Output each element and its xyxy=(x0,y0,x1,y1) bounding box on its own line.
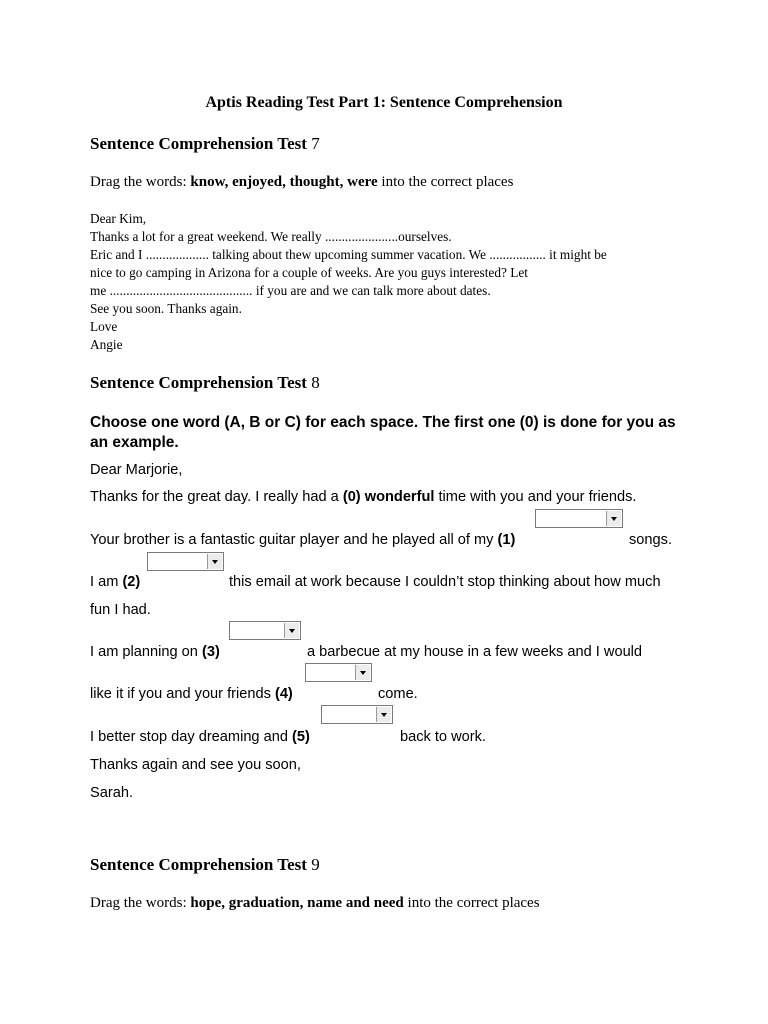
blank-number: (1) xyxy=(497,532,516,548)
document-title: Aptis Reading Test Part 1: Sentence Comprehension xyxy=(205,94,563,111)
text: Your brother is a fantastic guitar player and he played all of my xyxy=(90,532,498,548)
test8-line-4-end: come. xyxy=(378,686,418,702)
test9-instr-words: hope, graduation, name and need xyxy=(190,895,404,911)
test7-letter xyxy=(90,210,607,354)
chevron-down-icon[interactable] xyxy=(355,665,370,680)
test8-line-4 xyxy=(90,686,293,702)
test7-instr-post: into the correct places xyxy=(377,174,514,190)
letter-line: See you soon. Thanks again. xyxy=(90,301,242,316)
test8-line-2-end: this email at work because I couldn’t stop thinking about how much xyxy=(229,574,661,590)
test8-signature: Sarah. xyxy=(90,785,133,801)
test8-line-1 xyxy=(90,532,515,548)
test9-heading-label: Sentence Comprehension Test xyxy=(90,855,307,874)
test8-heading-num: 8 xyxy=(311,373,320,392)
test7-heading-num: 7 xyxy=(311,134,320,153)
chevron-down-icon[interactable] xyxy=(606,511,621,526)
chevron-down-icon[interactable] xyxy=(207,554,222,569)
blank-number: (2) xyxy=(122,574,141,590)
test8-line-1-end: songs. xyxy=(629,532,672,548)
test8-heading-label: Sentence Comprehension Test xyxy=(90,373,307,392)
blank-number: (4) xyxy=(274,686,293,702)
test9-heading xyxy=(90,855,320,875)
text: I am xyxy=(90,574,123,590)
test9-heading-num: 9 xyxy=(311,855,320,874)
letter-line: me ........................................... if you are and we can talk more about dates. xyxy=(90,283,491,298)
test8-line-2 xyxy=(90,574,140,590)
test8-line-3-end: a barbecue at my house in a few weeks and I would xyxy=(307,644,643,660)
test7-instr-words: know, enjoyed, thought, were xyxy=(190,174,378,190)
letter-line: nice to go camping in Arizona for a couple of weeks. Are you guys interested? Let xyxy=(90,265,528,280)
text: I better stop day dreaming and xyxy=(90,729,293,745)
test8-closing: Thanks again and see you soon, xyxy=(90,757,301,773)
blank-number: (3) xyxy=(201,644,220,660)
answer-dropdown-1[interactable] xyxy=(535,509,623,528)
test8-line-2b: fun I had. xyxy=(90,602,151,618)
chevron-down-icon[interactable] xyxy=(284,623,299,638)
answer-dropdown-3[interactable] xyxy=(229,621,301,640)
answer-dropdown-2[interactable] xyxy=(147,552,224,571)
letter-line: Love xyxy=(90,319,118,334)
answer-dropdown-5[interactable] xyxy=(321,705,393,724)
test7-heading xyxy=(90,134,320,154)
test8-instruction: Choose one word (A, B or C) for each space. The first one (0) is done for you as an example. xyxy=(90,414,676,451)
blank-number: (5) xyxy=(292,729,310,745)
test8-line-0 xyxy=(90,489,636,505)
chevron-down-icon[interactable] xyxy=(376,707,391,722)
test8-line-3 xyxy=(90,644,220,660)
test8-heading xyxy=(90,373,320,393)
letter-line: Thanks a lot for a great weekend. We really ......................ourselves. xyxy=(90,229,452,244)
text: time with you and your friends. xyxy=(434,489,637,505)
test8-salutation: Dear Marjorie, xyxy=(90,462,183,478)
letter-line: Angie xyxy=(90,337,123,352)
example-answer: (0) wonderful xyxy=(342,489,435,505)
test9-instruction xyxy=(90,895,540,912)
answer-dropdown-4[interactable] xyxy=(305,663,372,682)
test8-line-5 xyxy=(90,729,310,745)
test8-line-5-end: back to work. xyxy=(400,729,486,745)
letter-line: Dear Kim, xyxy=(90,211,147,226)
test9-instr-pre: Drag the words: xyxy=(90,895,191,911)
text: Thanks for the great day. I really had a xyxy=(90,489,343,505)
test7-heading-label: Sentence Comprehension Test xyxy=(90,134,307,153)
text: I am planning on xyxy=(90,644,202,660)
test7-instr-pre: Drag the words: xyxy=(90,174,191,190)
text: like it if you and your friends xyxy=(90,686,275,702)
letter-line: Eric and I ................... talking about thew upcoming summer vacation. We ................. it might be xyxy=(90,247,607,262)
test9-instr-post: into the correct places xyxy=(403,895,540,911)
test7-instruction xyxy=(90,174,513,191)
